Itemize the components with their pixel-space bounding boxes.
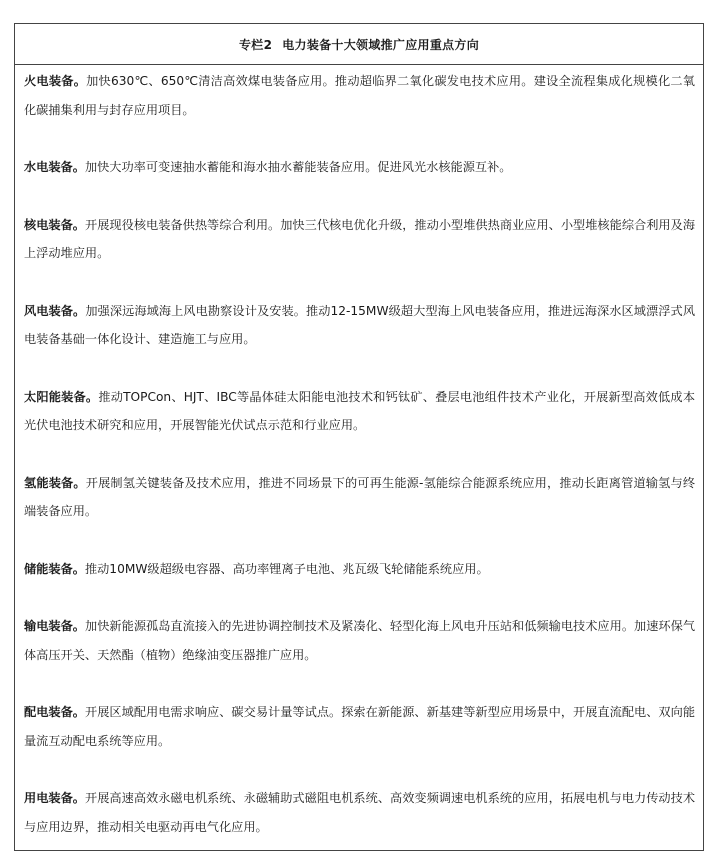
item-energy-storage: 储能装备。推动10MW级超级电容器、高功率锂离子电池、兆瓦级飞轮储能系统应用。: [24, 561, 489, 576]
item-list: [15, 67, 703, 841]
item-nuclear-power: 核电装备。开展现役核电装备供热等综合利用。加快三代核电优化升级，推动小型堆供热商业应用、小型堆核能综合利用及海上浮动堆应用。: [24, 217, 696, 260]
column-box: [14, 23, 704, 851]
item-hydrogen: 氢能装备。开展制氢关键装备及技术应用，推进不同场景下的可再生能源-氢能综合能源系统应用，推动长距离管道输氢与终端装备应用。: [24, 475, 696, 518]
item-thermal-power: 火电装备。加快630℃、650℃清洁高效煤电装备应用。推动超临界二氧化碳发电技术应用。建设全流程集成化规模化二氧化碳捕集利用与封存应用项目。: [24, 74, 695, 117]
box-label: 专栏2: [238, 37, 273, 52]
item-solar-power: 太阳能装备。推动TOPCon、HJT、IBC等晶体硅太阳能电池技术和钙钛矿、叠层电池组件技术产业化，开展新型高效低成本光伏电池技术研究和应用，开展智能光伏试点示范和行业应用。: [24, 389, 696, 432]
item-distribution: 配电装备。开展区域配用电需求响应、碳交易计量等试点。探索在新能源、新基建等新型应用场景中，开展直流配电、双向能量流互动配电系统等应用。: [24, 705, 696, 748]
item-wind-power: 风电装备。加强深远海域海上风电勘察设计及安装。推动12-15MW级超大型海上风电装备应用，推进远海深水区域漂浮式风电装备基础一体化设计、建造施工与应用。: [24, 303, 696, 346]
item-consumption: 用电装备。开展高速高效永磁电机系统、永磁辅助式磁阻电机系统、高效变频调速电机系统的应用，拓展电机与电力传动技术与应用边界，推动相关电驱动再电气化应用。: [24, 791, 696, 834]
box-title: [239, 36, 479, 53]
box-heading: 电力装备十大领域推广应用重点方向: [282, 37, 480, 52]
item-hydropower: 水电装备。加快大功率可变速抽水蓄能和海水抽水蓄能装备应用。促进风光水核能源互补。: [24, 160, 512, 174]
item-transmission: 输电装备。加快新能源孤岛直流接入的先进协调控制技术及紧凑化、轻型化海上风电升压站和低频输电技术应用。加速环保气体高压开关、天然酯（植物）绝缘油变压器推广应用。: [24, 619, 696, 662]
title-row: [15, 24, 703, 65]
